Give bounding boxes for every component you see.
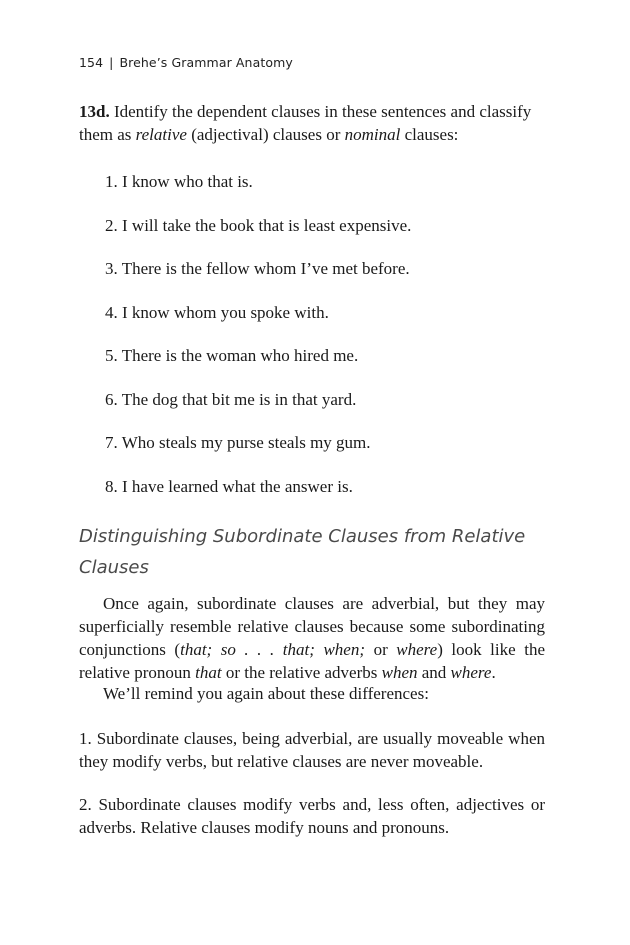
italic-term: where xyxy=(450,663,492,682)
term-relative: relative xyxy=(135,125,187,144)
list-item: 6. The dog that bit me is in that yard. xyxy=(105,389,357,409)
body-paragraph: We’ll remind you again about these differences: xyxy=(103,684,429,703)
exercise-instructions xyxy=(79,100,549,146)
paragraph-text: or xyxy=(365,640,397,659)
paragraph-text: . xyxy=(491,663,496,682)
italic-term: that xyxy=(195,663,222,682)
running-header xyxy=(79,55,293,70)
numbered-point: 2. Subordinate clauses modify verbs and, less often, adjectives or adverbs. Relative clauses modify nouns and pronouns. xyxy=(79,795,545,837)
paragraph-text: or the relative adverbs xyxy=(221,663,382,682)
list-item: 1. I know who that is. xyxy=(105,172,253,191)
paragraph-text: ) look like the relative pronoun xyxy=(79,640,545,682)
list-item: 8. I have learned what the answer is. xyxy=(105,476,353,496)
exercise-sentence-list xyxy=(105,170,545,518)
instruction-text: Identify the dependent clauses in these sentences and classify them as xyxy=(79,102,532,144)
list-item: 5. There is the woman who hired me. xyxy=(105,346,359,365)
list-item: 2. I will take the book that is least expensive. xyxy=(105,215,412,235)
instruction-text: (adjectival) clauses or xyxy=(186,125,345,144)
body-paragraph xyxy=(79,592,545,684)
page-number: 154 xyxy=(79,55,104,70)
numbered-point: 1. Subordinate clauses, being adverbial, are usually moveable when they modify verbs, but relative clauses are never moveable. xyxy=(79,729,545,771)
section-heading: Distinguishing Subordinate Clauses from Relative Clauses xyxy=(79,526,526,578)
italic-term: where xyxy=(396,640,438,659)
exercise-number: 13d. xyxy=(79,102,110,121)
paragraph-text: Once again, subordinate clauses are adverbial, but they may superficially resemble relative clauses because some subordinating conjunctions ( xyxy=(79,594,545,659)
paragraph-text: and xyxy=(417,663,451,682)
list-item: 3. There is the fellow whom I’ve met before. xyxy=(105,259,410,278)
italic-term: that; so . . . that; when; xyxy=(180,640,366,659)
list-item: 4. I know whom you spoke with. xyxy=(105,302,329,322)
book-title: Brehe’s Grammar Anatomy xyxy=(119,55,293,70)
instruction-text: clauses: xyxy=(400,125,459,144)
italic-term: when xyxy=(381,663,418,682)
list-item: 7. Who steals my purse steals my gum. xyxy=(105,433,371,452)
term-nominal: nominal xyxy=(344,125,401,144)
header-separator: | xyxy=(109,55,114,70)
